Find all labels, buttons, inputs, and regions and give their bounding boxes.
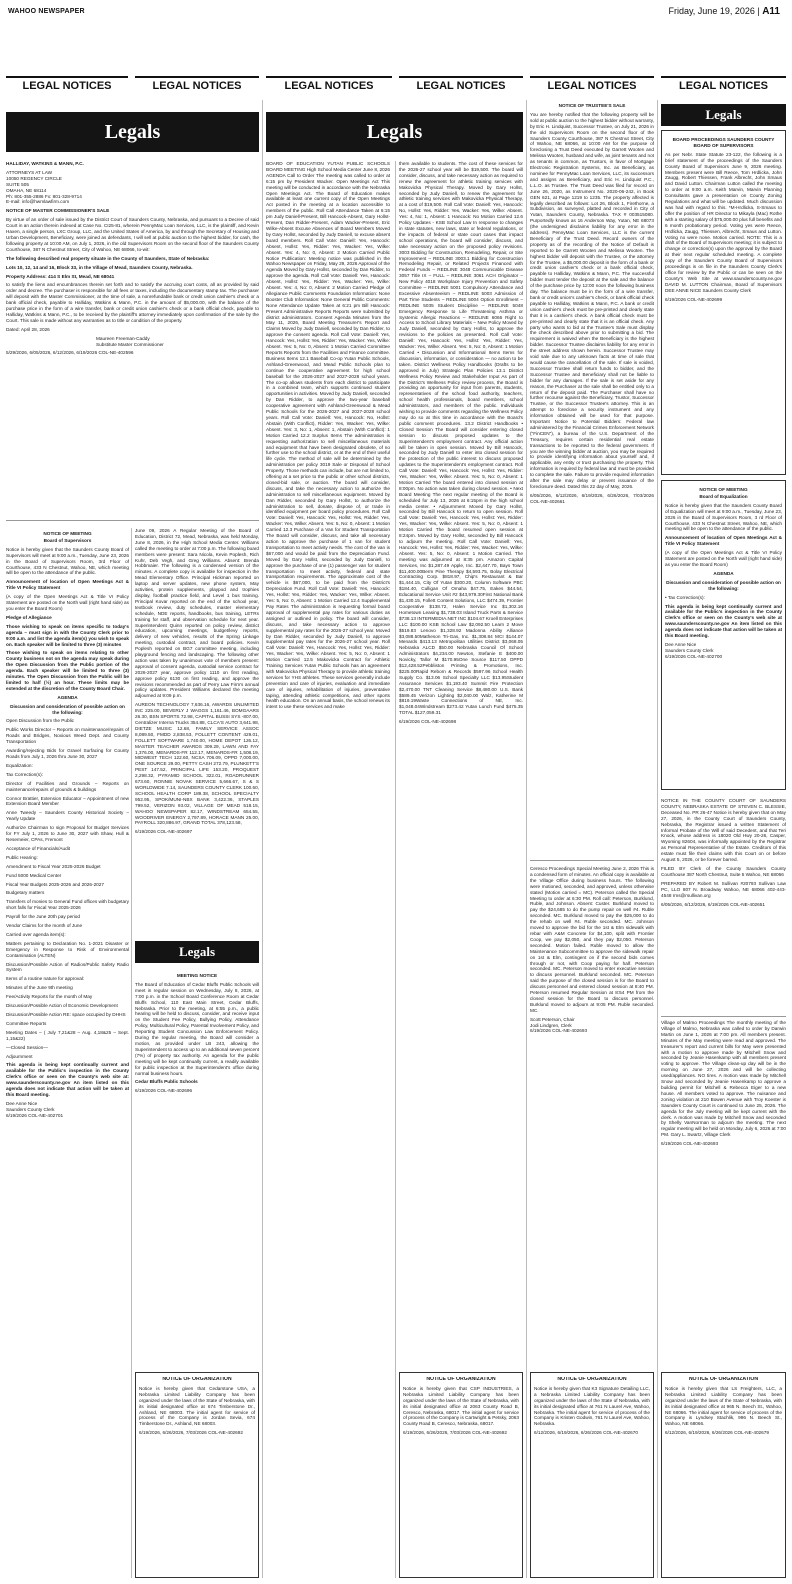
- agenda-item: Awarding/rejecting Bids for Gravel Surfacing for County Roads from July 1, 2026 thru June 30, 2027: [6, 748, 129, 759]
- publication-dates: 6/19/2026, 6/26/2026, 7/03/2026 COL-NE-402692: [139, 1430, 243, 1436]
- agenda-item: Budgetary matters: [6, 890, 45, 896]
- notice-title: NOTICE OF ORGANIZATION: [426, 1377, 496, 1382]
- page-date: Friday, June 19, 2026 | A11: [668, 6, 780, 17]
- agenda-item: Connor Brattier, Extension Educator – Appointment of new Extension Board Member: [6, 795, 129, 807]
- malmo-proceedings: [661, 1020, 786, 1370]
- property-description: The following described real property situate in the County of Saunders, State of Nebraska:: [6, 255, 210, 261]
- legal-notices-label: LEGAL NOTICES: [661, 76, 786, 94]
- notice-title: MEETING NOTICE: [176, 973, 218, 978]
- signer-title: Saunders County Clerk: [6, 1106, 55, 1112]
- signature-block: [6, 1101, 129, 1119]
- pledge: Pledge of Allegiance: [6, 614, 52, 620]
- notice-body: Notice is hereby given that the Saunders County Board of Equalization will meet at 9:00 a.m., Tuesday, June 23, 2026 in the Board of Supervisors Room, 3 rd Floor of Courthouse, 433 N Chestnut Street, Wahoo, NE, which meeting will be open to the attendance of the public.: [665, 502, 782, 532]
- proceedings-text: As per Nebr. State Statute 23-122, the following is a brief statement of the proceedings of the Saunders County Board of Supervisors June 9, 2026 meeting. Members present were Bill Reece, Tom Hrdlicka, John Zaugg, Robert Thiessen, Frank Albrecht, John Smaus and David Lutton. Chairman Lutton called the meeting to order at 9:00 a.m. Keith Marvin, Marvin Planning Consultants gave a presentation on County Zoning Regulations and what will be updated. Much discussion was had with regard to this. *M-Hrdlicka, S-Smaus to offer the position of HR Director to Mikayla (Mac) Rothe with a starting salary of $75,000.00 plus full benefits and 6 month probationary period. Voting yes were Reece, Hrdlicka, Zaugg, Thiessen, Albrecht, Smaus and Lutton. Voting no were none. Motion carried. NOTE: This is a draft of the Board of Supervisors meeting; it is subject to change or correction(s) upon the approval by the Board at their next regular scheduled meeting. A complete copy of the Saunders County Board of Supervisors proceedings is on file in the Saunders County Clerk's office for review by the Public or can be seen on the County's Web Site at www.saunderscounty.ne.gov DAVID M. LUTTON Chairman, Board of Supervisors DEE ANNE NICE Saunders County Clerk: [665, 151, 782, 293]
- publication-dates: 6/19/2026 COL-NE-402698: [399, 719, 457, 725]
- agenda-item: Vendor Claims for the month of June: [6, 923, 83, 929]
- notice-body: Notice is hereby given that LS Freighters, LLC, a Nebraska Limited Liability Company has been organized under the laws of the State of Nebraska, with its initial designated office at 965 N. Beech St., Wahoo, NE 68066. The initial agent for service of process of the Company is Lyndsey Stachlik, 996 N. Beech St., Wahoo, NE 68066.: [665, 1385, 782, 1427]
- firm-address: [6, 170, 259, 205]
- notice-body: Notice is hereby given that CSP INDUSTRIES, a Nebraska Limited Liability Company has been organized under the laws of the State of Nebraska, with its initial designated office at 2063 County Road B, Ceresco, Nebraska, 68017. The initial agent for service of process of the Company is Cartwright & Petsky, 2063 County Road B, Ceresco, Nebraska, 68017.: [403, 1385, 519, 1427]
- publication-dates: 6/05/2026, 6/12/2026, 6/19/2026, 6/26/2026, 7/03/2026 COL-NE-402661: [530, 492, 654, 504]
- notice-title: NOTICE OF MEETING: [699, 487, 748, 492]
- proceedings-text: Village of Malmo Proceedings The monthly meeting of the Village of Malmo, Nebraska was called to order by Darwin Martin on June 1, 2026 at 7:00 pm. All members present. Minutes of the May meeting were read and approved. The treasurer's report and current bills for May were presented with a motion to approve made by Mitchell Snow and seconded by Jeanie Hasenkamp with all members present voting to approve. The Village clean-up day will be in the morning on June 27, 2026 and will be collecting used/appliances. NO tires. A motion was made by Mitchell Snow and seconded by Jeanie Hasenkamp to approve a building permit for Mitchell & Rebecca Eiger to a new house. All members voted to approve. The nuisance and zoning violation at 210 Bowen Avenue with Troy Koester is Saunders County Court is continued to June 25, 2026. The agenda for the July meeting will be kept current with the clerk. A motion was made by Mitchell Snow and seconded by Shelly VanNorman to adjourn the meeting. The next regular meeting will be held on Monday, July 6, 2026 at 7:00 PM. Gary L. Swartz, Village Clerk: [661, 1020, 786, 1138]
- agenda-item: • Tax Correction(s):: [665, 594, 705, 600]
- divider: [530, 860, 654, 861]
- sale-body: By virtue of an order of sale issued by the District Court of Saunders County, Nebraska, and pursuant to a Decree of said Court in an action therein indexed at Case No. CI25-81, wherein PennyMac Loan Services, LLC, is the plaintiff, and Kevin Haxen, a single person, LXC Group, LLC, and the United States of America, by and through the Secretary of Housing and Urban Development, Beneficiary, were joined as defendants, I will sell at public auction to the highest bidder, for cash, the following property at 10:00 AM, on July 1, 2026, in the old Supervisors Room on the second floor of the Saunders County Courthouse, 387 N Chestnut Street, City of Wahoo, NE 68066, to-wit:: [6, 217, 259, 252]
- publication-dates: 6/19/2026 COL-NE-402700: [665, 653, 723, 659]
- agenda-subheading: Discussion and consideration of possible action on the following:: [10, 703, 125, 715]
- signer: Jodi Lindgren, Clerk: [530, 1022, 572, 1028]
- signature-block: [530, 1017, 654, 1035]
- column-divider: [657, 100, 658, 1578]
- firm-line: SUITE 505: [6, 181, 29, 187]
- yutan-board-minutes-continued: [399, 161, 523, 1359]
- agenda-item: —Closed Session—: [6, 1044, 48, 1050]
- signer: Dee Anne Nice: [665, 641, 697, 647]
- agenda-item: Adjournment: [6, 1053, 33, 1059]
- legals-banner: Legals: [266, 112, 523, 152]
- notice-subtitle: Board of Equalization: [699, 493, 748, 499]
- agenda-item: Public Hearing:: [6, 854, 38, 860]
- sale-body-2: to satisfy the liens and encumbrances therein set forth and to satisfy the accruing court costs, all as provided by said order and decree. The purchaser is responsible for all fees or taxes, including the documentary stamp tax. The purchaser will deposit with the Master Commissioner, at the time of sale, a nonrefundable bank or credit union cashier's check or a bank official check, payable to Halliday, Watkins & Mann, P.C. in the amount of $5,000.00, with the balance of the purchase price in the form of a wire transfer, bank or credit union cashier's check or a bank official check, payable to Halliday, Watkins & Mann, P.C., to be received by the plaintiff's attorney immediately upon confirmation of the sale by the Court. This sale is made without any warranties as to title or condition of the property.: [6, 282, 259, 323]
- publication-dates: 5/29/2026, 6/05/2026, 6/12/2026, 6/19/2026 COL-NE-402596: [6, 350, 134, 356]
- dated: Dated: April 28, 2026: [6, 326, 50, 332]
- firm-line: 10050 REGENCY CIRCLE: [6, 175, 62, 181]
- announcement-heading: Announcement of location of Open Meetings Act & Title VI Policy Statement: [665, 535, 782, 547]
- supervisors-meeting-notice: [6, 528, 129, 1578]
- probate-notice: [661, 798, 786, 1013]
- agenda-item: Minutes of the June 9th meeting: [6, 985, 73, 991]
- agenda-item: Matters pertaining to Declaration No. 1-2021 Disaster or Emergency in Response to Risk of Environmental Contamination (ALTEN): [6, 940, 129, 958]
- organization-notice-1: [139, 1377, 255, 1575]
- agenda-item: Tax Correction(s):: [6, 771, 43, 777]
- publication-dates: 6/05/2026, 6/12/2026, 6/19/2026 COL-NE-402651: [661, 901, 765, 907]
- agenda-item: Public Works Director – Reports on maintenance/repairs of Roads and Bridges, Noxious Weed Dept. and County Transportation: [6, 727, 129, 745]
- notice-title: NOTICE OF ORGANIZATION: [162, 1377, 232, 1382]
- agenda-heading: AGENDA: [713, 570, 734, 576]
- page-header: [0, 0, 792, 22]
- publication-dates: 6/19/2026 COL-NE-402697: [135, 829, 193, 835]
- prepared-by: PREPARED BY Robert M. Sullivan #20793 Sullivan Law PC, LLO 807 N. Broadway Wahoo, NE 68066 402-443-4548 rms@rsullivan.org: [661, 880, 786, 898]
- notice-title: NOTICE OF MEETING: [43, 531, 92, 536]
- agenda-item: Discussion/Possible Action of Economic Development: [6, 1003, 118, 1009]
- proceedings-text: Ceresco Proceedings Special Meeting June 2, 2026 This is a condensed form of minutes. An official copy is available at the Village Office during business hours. The following were motioned, seconded, and approved, unless otherwise stated (Motion carried = MC). Peterson called the Special Meeting to order at 6:30 PM. Roll call: Peterson, Burklund, Ruble, and Johnson. Absent: Custer. Burklund moved to pay the $24,685 to do the pump repair on well #4. Ruble seconded. MC. Burklund moved to pay the $25,000 to do the rehab on well #4. Ruble seconded. MC. Johnson moved to approve the bid for the 1st & Elm sidewalk with rebar with A&M Concrete for $4,100, split with Frontier Coop, we pay $2,050, and they pay $2,050. Peterson seconded. Motion failed. Ruble moved to allow the Maintenance Subcommittee to approve the sidewalk repair on 1st & Elm, contingent on if the second bids comes through or not, with Coop paying for half. Peterson seconded. MC. Peterson moved to enter executive session to discuss personnel. Burklund seconded. MC. Peterson said the purpose of the closed session is for the Board to discuss personnel and entered closed session at 8:40 PM. Peterson resumed Regular Session at 8:54 PM from the closed session for the Board to discuss personnel. Burklund moved to adjourn at 9:05 PM. Ruble seconded. MC.: [530, 866, 654, 1013]
- firm-line: ATTORNEYS AT LAW: [6, 169, 53, 175]
- minutes-text: June 09, 2026 A Regular Meeting of the Board of Education, District 72, Mead, Nebraska, was held Monday, June 8, 2026, in the High School Media Center. Williams called the meeting to order at 7:00 p.m. The following board members were present: Sara Nicola, Kevin Poplesh, Rich Kuhr, Deb Vegh, and Greg Williams. Absent: Brenda Hobbmaier. The following is a condensed version of the minutes. A complete copy is available for inspection in the Mead Elementary Office. Principal Hickman reported on laptop and server updates, new phone system, May activities, protein supplements, playpod and trophies display, football practice field, and Level 1 bus training. Principal Kovar reported on the end of the school year, textbook review, duty schedules, master elementary schedule, NDE reports, handbooks, bus training, LETRs training for staff, and observation schedule for next year. Superintendent Quinn reported on policy review, district education, upcoming meetings, budget/levy reports, delivery of new vehicles, results of the Spring Linkage meeting, custodial contract, and board policies. Kevin Poplesh reported on BG7 committee meeting, including playground fencing and landscaping. The following other action was taken by unanimous vote of members present: approval of consent agenda, custodial service contract for 2026-2027 year, approve policy 1110 on first reading, approve policy 6130 on first reading, and approve the revisions recommended as part of Perry Law Firm's annual policy updates. President Williams declared the meeting adjourned at 9:09 p.m.: [135, 528, 259, 699]
- notice-body: Notice is hereby given that the Saunders County Board of Supervisors will meet at 9:00 a.m., Tuesday, June 23, 2026 in the Board of Supervisors Room, 3rd Floor of Courthouse, 433 N Chestnut, Wahoo, NE, which meeting will be open to the attendance of the public.: [6, 546, 129, 576]
- announcement-body: (A copy of the Open Meetings Act & Title VI Policy Statement are posted on the North wall (right hand side) as you enter the Board Room): [665, 550, 782, 567]
- notice-title: NOTICE OF TRUSTEE'S SALE: [558, 103, 626, 108]
- agenda-subheading: Discussion and consideration of possible action on the following:: [666, 579, 781, 591]
- ceresco-proceedings: [530, 866, 654, 1366]
- agenda-item: Fund 5000 Medical Center: [6, 872, 62, 878]
- notice-title: NOTICE OF ORGANIZATION: [557, 1377, 627, 1382]
- agenda-item: Committee Reports: [6, 1020, 47, 1026]
- publication-dates: 6/19/2026 COL-NE-402693: [530, 1028, 588, 1034]
- agenda-item: Authorize Chairman to sign Proposal for Budget Services for FY July 1, 2026 to June 30, 2027 with Shaw, Hull & Nesemeier, CPAs, Fremont: [6, 825, 129, 842]
- legal-notices-label: LEGAL NOTICES: [6, 76, 128, 94]
- agenda-item: Discussion/Possible Action RE: space occupied by DHHS: [6, 1012, 126, 1017]
- notice-title: NOTICE OF ORGANIZATION: [688, 1377, 759, 1382]
- signer: Maureen Freeman-Caddy: [96, 335, 150, 341]
- speak-rules-1: Those wishing to speak on items specific to today's agenda – must sign in with the County Clerk prior to 9:00 a.m. and list the agenda item(s) you wish to speak on. Each speaker will be limited to three (3) minutes: [6, 623, 129, 647]
- column-divider: [262, 100, 263, 1578]
- publication-dates: 6/19/2026 COL-NE-402693: [661, 1141, 719, 1147]
- signer-title: Substitute Master Commissioner: [96, 341, 164, 347]
- publication-dates: 6/12/2026, 6/19/2026, 6/26/2026 COL-NE-402679: [665, 1430, 769, 1436]
- firm-line: OMAHA, NE 68114: [6, 187, 47, 193]
- legal-notices-label: LEGAL NOTICES: [530, 76, 654, 94]
- column-divider: [526, 100, 527, 1578]
- signature-block: [6, 336, 259, 348]
- legals-banner: Legals: [6, 112, 259, 152]
- organization-notice-2: [403, 1377, 519, 1575]
- notice-body: Notice is hereby given that Cedarstone USA, a Nebraska Limited Liability Company has been organized under the laws of the State of Nebraska, with its initial designated office at 674 Timberstone Dr., Ashland, NE 68003. The initial agent for service of process of the Company is Jordan Sevia, 674 Timberstone Dr., Ashland, NE 68003.: [139, 1385, 255, 1427]
- minutes-text: BOARD OF EDUCATION YUTAN PUBLIC SCHOOLS BOARD MEETING High School Media Center June 8, 2026 AGENDA Call to Order The meeting was called to order at 6:15 pm by President Wacker. Open Meetings Act This meeting will be conducted in accordance with the Nebraska Open Meetings Act. The Board of Education makes available at least one current copy of the Open Meetings Act posted in the meeting at a location accessible to members of the public. Roll Call Attendance Taken at 6:15 pm Judy Daniell-Present, Bill Hancock-Absent, Gary Hollst-Present, Dan Ridder-Present, Adam Wacker-Present, Eric Wilke-Absent Excuse Absences of Board Members Moved by Gary Hollst, seconded by Judy Daniell, to excuse absent board members. Roll Call Vote: Daniell: Yes, Hancock: Absent, Hollst: Yes, Ridder: Yes, Wacker: Yes, Wilke: Absent. Yes: 4, No: 0, Absent: 2 Motion Carried Public Notice Publication: Meeting notice was published in the Wahoo Newspaper on Friday, May 29, 2026 Approval of the Agenda Moved by Gary Hollst, seconded by Dan Ridder, to approve the agenda. Roll Call Vote: Daniell: Yes, Hancock: Absent, Hollst: Yes, Ridder: Yes, Wacker: Yes, Wilke: Absent. Yes: 4, No: 0, Absent: 2 Motion Carried Pledge of Allegiance Public Comments Foundation Information: None Booster Club Information: None General Public Comments: None Attendance Update Taken at 6:21 pm Bill Hancock: Present Administrative Reports Reports were submitted by district administrators. Consent Agenda Minutes from the May 11, 2026, Board Meeting Treasurer's Report and Claims Moved by Judy Daniell, seconded by Dan Ridder, to approve the consent agenda. Roll Call Vote: Daniell: Yes, Hancock: Yes, Hollst: Yes, Ridder: Yes, Wacker: Yes, Wilke: Absent. Yes: 5, No: 0, Absent: 1 Motion Carried Committee Reports Reports from the Facilities and Finance committee. Business Items 12.1 Baseball Co-op Yutan Public Schools, Ashland-Greenwood, and Mead Public Schools plan to continue the cooperative agreement for high school baseball for the 2026-2027 and 2027-2028 school years. The co-op allows students from each district to participate in a combined team, which supports continued student opportunities in activities. Moved by Judy Daniell, seconded by Dan Ridder, to approve the two-year baseball cooperative agreement with Ashland-Greenwood & Mead Public Schools for the 2026-2027 and 2027-2028 school years. Roll Call Vote: Daniell: Yes, Hancock: No, Hollst: Abstain (With Conflict), Ridder: Yes, Wacker: Yes, Wilke: Absent. Yes: 3, No: 1, Absent: 1, Abstain (With Conflict): 1 Motion Carried 12.2 Surplus Items The administration is requesting authorization to sell miscellaneous materials and equipment that have been designated obsolete, of no further use to the school district, or at the end of their useful life cycle. The method of sale will be determined by the administration per policy 3019 Sale or Disposal of School Property. Those methods can include, but are not limited to, offering at a set price to the public or other school districts, closed-bid sale, or auction. The board will consider, discuss, and take the necessary action to authorize the administration to sell miscellaneous equipment. Moved by Dan Ridder, seconded by Gary Hollst, to authorize the administration to sell, donate, dispose of, or trade in identified equipment per board policy procedures. Roll Call Vote: Daniell: Yes, Hancock: Yes, Hollst: Yes, Ridder: Yes, Wacker: Yes, Wilke: Absent. Yes: 5, No: 0, Absent: 1 Motion Carried 12.3 Purchase of a Van for Student Transportation The Board will consider, discuss, and take all necessary action to approve the purchase of 1 van for student transportation to meet activity needs. The cost of the van is $67,000 and would be paid from the Depreciation Fund. Moved by Gary Hollst, seconded by Judy Daniell, to approve the purchase of one (1) passenger van for student transportation to meet activity, federal and state transportation requirements. The approximate cost of the vehicle is $67,000, to be paid from the District's Depreciation Fund. Roll Call Vote: Daniell: Yes, Hancock: Yes, Hollst: Yes, Ridder: Yes, Wacker: Yes, Wilke: Absent. Yes: 5, No: 0, Absent: 1 Motion Carried 12.4 Supplemental Pay Rates The administration is requesting formal board approval of supplemental pay rates for various duties as assigned or outlined in policy. The board will consider, discuss, and take necessary action to approve supplemental pay rates for the 2026-27 school year. Moved by Dan Ridder, seconded by Judy Daniell, to approve supplemental pay rates for the 2026-27 school year. Roll Call Vote: Daniell: Yes, Hancock: Yes, Hollst: Yes, Ridder: Yes, Wacker: Yes, Wilke: Absent. Yes: 5, No: 0, Absent: 1 Motion Carried 12.5 Makovicka Contract for Athletic Training Services Yutan Public Schools has an agreement with Makovicka Physical Therapy to provide athletic training services for YHS athletes. These services generally include prevention and care of injuries, evaluation and immediate care of injuries, rehabilitation of injuries, preventative taping, attending athletic competitions, and other sports health education. On an annual basis, the school renews its intent to use these services and make: [266, 161, 390, 710]
- cedar-bluffs-meeting-notice: [135, 970, 259, 1370]
- signer-title: Saunders County Clerk: [665, 647, 714, 653]
- agenda-list: [6, 718, 129, 1059]
- filed-by: FILED BY Clerk of the County Saunders County Courthouse 387 North Chestnut, Suite 5 Wahoo, NE 68066: [661, 865, 786, 877]
- legal-notices-label: LEGAL NOTICES: [399, 76, 523, 94]
- agenda-footer: This agenda is being kept continually current and available for the Public's inspection in the County Clerk's office or seen on the County's web site at: www.saunderscounty.ne.gov An item listed on this agenda does not indicate that action will be taken at this Board meeting.: [6, 1062, 129, 1097]
- notice-title: BOARD PROCEEDINGS SAUNDERS COUNTY BOARD OF SUPERVISORS: [672, 137, 775, 148]
- property-lots: Lots 10, 12, 14 and 16, Block 33, in the Village of Mead, Saunders County, Nebraska.: [6, 264, 193, 270]
- notice-subtitle: Board of Supervisors: [43, 537, 92, 543]
- agenda-item: Payroll for the June 20th pay period: [6, 914, 81, 920]
- publication-dates: 6/19/2026 COL-NE-402696: [135, 1088, 193, 1094]
- agenda-item: Acceptance of Financials/Audit: [6, 845, 71, 851]
- organization-notice-3: [534, 1377, 650, 1575]
- agenda-item: Discussion/Possible Action of Radios/Public Safety Radio System: [6, 961, 129, 973]
- publication-dates: 6/12/2026, 6/19/2026, 6/26/2026 COL-NE-402670: [534, 1430, 638, 1436]
- agenda-item: Meeting Dates – ( July 7,21&28 – Aug. 4,18&25 – Sept. 1,15&22): [6, 1029, 129, 1041]
- mead-board-minutes: [135, 528, 259, 933]
- publication-dates: 6/19/2026 COL-NE-402701: [6, 1112, 64, 1118]
- speak-rules-2: Those wishing to speak on items relating to other County business not on the agenda may speak during the Open Discussion from the Public portion of the agenda. Each speaker will be limited to three (3) minutes. The Open Discussion from the Public will be limited to half (½) an hour. These limits may be extended at the discretion of the County Board Chair.: [6, 650, 129, 691]
- signature-block: [665, 642, 782, 660]
- agenda-item: Anne Tweedy – Saunders County Historical Society – Yearly Update: [6, 810, 129, 822]
- board-proceedings: [665, 134, 782, 472]
- firm-line: E-mail: info@hwmlawfirm.com: [6, 199, 70, 205]
- announcement-heading: Announcement of location of Open Meetings Act & Title VI Policy Statement: [6, 579, 129, 591]
- firm-line: Ph: 801-355-2886 Fx: 801-328-9714: [6, 193, 82, 199]
- minutes-text: them available to students. The cost of these services for the 2026-27 school year will be $19,500. The board will consider, discuss, and take necessary action as required to renew the agreement for athletic training services with Makovicka Physical Therapy. Moved by Gary Hollst, seconded by Judy Daniell, to renew the agreement for athletic training services with Makovicka Physical Therapy, at a cost of $19,500. Roll Call Vote: Daniell: Yes, Hancock: No, Hollst: Yes, Ridder: Yes, Wacker: Yes, Wilke: Absent. Yes: 4, No: 1, Absent: 1 Hancock: No Motion Carried 12.6 Policy Updates - KSB School Law In response to changes in state statutes, new laws, state or federal regulations, or the impacts of federal or state court cases that impact school operations, the board will consider, discuss, and take necessary action on the proposed policy revisions. 3003 Bidding for Construction, Remodeling, Repair, or Site Improvement – REDLINE 3003.1 Bidding for Construction Remodeling Repair, or Related Projects Financed with Federal Funds – REDLINE 3048 Communicable Disease 3057 Title IX – FULL – REDLINE 3061 ACH Originator – New Policy 4018 Workplace Injury Prevention and Safety Committee – REDLINE 5001 Compulsory Attendance and Excessive Absenteeism – REDLINE 5003 Admission of Part Time Students – REDLINE 5004 Option Enrollment – REDLINE 5035 Student Discipline – REDLINE 5048 Emergency Response to Life Threatening Asthma or Systemic Allergic Reactions – REDLINE 6066 Right to Access to School Library Materials – New Policy Moved by Judy Daniell, seconded by Gary Hollst, to approve the revisions to the policies as presented. Roll Call Vote: Daniell: Yes, Hancock: Yes, Hollst: Yes, Ridder: Yes, Wacker: Yes, Wilke: Absent. Yes: 5, No: 0, Absent: 1 Motion Carried • Discussion and Informational Items Items for discussion, information, or consideration — no action to be taken. District Wellness Policy Handbooks (Drafts to be approved in July) Strategic Plan Policies 13.1 District Wellness Policy Review and Stakeholder Input As part of the District's Wellness Policy review process, the Board is providing an opportunity for input from parents, students, representatives of the school food authority, teachers, school health professionals, board members, school administrators, and members of the public. Individuals wishing to provide comments regarding the Wellness Policy may do so at this time in accordance with the Board's public comment procedures. 13.2 District Handbooks • Closed Session The Board will consider entering closed session to discuss proposed updates to the Superintendent's employment contract. Any official action will be taken in open session. Moved by Bill Hancock, seconded by Judy Daniell to enter into closed session for the protection of the public interest to discuss proposed updates to the Superintendent's employment contract. Roll Call Vote: Daniell: Yes, Hancock: Yes, Hollst: Yes, Ridder: Yes, Wacker: Yes, Wilke: Absent. Yes: 5, No: 0, Absent: 1 Motion Carried The board entered into closed session at 8:00pm. No action was taken during closed session. • Next Board Meeting The next regular meeting of the Board is scheduled for July 13, 2026 at 6:15pm in the high school media center. • Adjournment Moved by Gary Hollst, seconded by Bill Hancock to return to open session. Roll Call Vote: Daniell: Yes, Hancock: Yes, Hollst: Yes, Ridder: Yes, Wacker: Yes, Wilke: Absent. Yes: 5, No: 0, Absent: 1 Motion Carried The board resumed open session at 8:24pm. Moved by Gary Hollst, seconded by Bill Hancock to adjourn the meeting. Roll Call Vote: Daniell: Yes, Hancock: Yes, Hollst: Yes, Ridder: Yes, Wacker: Yes, Wilke: Absent. Yes: 5, No: 0, Absent: 1 Motion Carried. The meeting was adjourned at 8:35 pm. Amazon Capital Services, Inc $1,287.49 Apple, Inc. $2,447.70, Bays Town $11,400.00Berm Pine Therapy $4,593.75, Bolay Electrical Contracting Corp. $818.97, Chip's Restaurant & Bar $1,444.15, City Of Yutan $300.20, Column Software PBC $184.40, Culligan Of Omaha $47.75, Eakes $44.54, Educational Service Unit #2 $43,979.30First National Bank $1,430.15, Follett Content Solutions, LLC $474.39, Frontier Cooperative $138.72, Halen Service Inc $1,302.16 Hometown Leasing $1,738.03 Island Truck Parts & Service $738.13 INTERMEDIA.NET INC $104.67 Kroell Enterprises LLC $100.00 KSB School Law $2,092.50 Learn 2 Move $519.83 Lenovo $1,328.92 Madonna Ability Alliance $3,088.50Matheson Tri-Gas, Inc. $1,308.84 MCI $144.07 Menards $413.13 Metropolitan Utilities District $3,068.05 Nebraska ALCD $50.00 Nebraska Council Of School Administrators $4,234.00 Newton, Stefanie E $400.00 Novicky, Tallor M $170.95One Source $117.50 OPPD $12,428.52Pebbliston Printing & Promotions, Inc. $225.00Rapid Reborn & Records $597.96 School Health Supply Co. $13.06 School Specialty LLC $13.95Student Assurance Services $1,193.40 Summit Fire Protection $2,470.00 TNT Cleaning Service $8,480.00 U.S. Bank $589.45 Verizon Lighting $2,040.00 Walz, Katherine M $819.19Waste Connections of NE, Inc. $1,048.04Windstream $273.42 Yutan Lunch Fund $475.35 TOTAL $127,059.31: [399, 161, 523, 716]
- legals-banner: Legals: [135, 941, 259, 963]
- page-number: A11: [762, 6, 780, 17]
- notice-body: The Board of Education of Cedar Bluffs Public Schools will meet in regular session on Wednesday, July 8, 2026, at 7:00 p.m. in the School Board Conference Room at Cedar Bluffs School, 110 East Main Street, Cedar Bluffs, Nebraska. Prior to the meeting, at 6:55 p.m., a public hearing will be held to discuss, consider, and receive input on the Student Fee Policy, Bullying Policy, Attendance Policy, Multicultural Policy, Parental Involvement Policy, and Reporting Student Concussion Law Enforcement Policy. During the regular meeting, the Board will consider a motion, as provided under LB 243, allowing the Superintendent to access up to an additional seven percent (7%) of property tax authority. An agenda for the public meeting will be kept continually current, a readily available for public inspection at the Superintendent's office during normal business hours.: [135, 981, 259, 1076]
- signer: Cedar Bluffs Public Schools: [135, 1079, 198, 1085]
- legal-notices-label: LEGAL NOTICES: [266, 76, 392, 94]
- agenda-footer: This agenda is being kept continually current and available for the Public's inspection in the County Clerk's office or seen on the County's web site at www.saunderscounty.ne.gov An item listed on this agenda does not indicate that action will be taken at this Board meeting.: [665, 603, 782, 639]
- legal-notices-label: LEGAL NOTICES: [135, 76, 259, 94]
- trustee-sale-notice: [530, 100, 654, 860]
- publication-dates: 6/19/2026, 6/26/2026, 7/03/2026 COL-NE-402692: [403, 1430, 507, 1436]
- column-divider: [395, 161, 396, 1578]
- signer: Scott Peterson, Chair: [530, 1016, 575, 1022]
- date-text: Friday, June 19, 2026: [668, 6, 755, 16]
- column-divider: [131, 528, 132, 1578]
- equalization-meeting-notice: [665, 484, 782, 787]
- agenda-item: Director of Facilities and Grounds – Reports on maintenance/repairs of grounds & buildings: [6, 780, 129, 792]
- agenda-item: Items of a routine nature for approval:: [6, 976, 85, 982]
- claims-list: AUREON TECHNOLOGY 7,636.16, AWARDS UNLIMITED INC 225.00, BEVERLY J WAGGS 1,161.46, BOMGAARS 26.30, BSN SPORTS 72.98, CAPITAL BUSSI SYS -807.00, Centralizer Interna Trucks 354.88, CLCA'S AUTO 3,641.98, DIETZE MUSIC 12.68, FAMILY SERVICE ASSOC 8,089.50, FMDD 2,838.53, FOLLETT CONTENT 429.01, FOLLETT SOFTWARE 1,740.00, HOME DEPOT 126.12, MASTER TEACHER AWARDS 309.29, LAWN AND FAY 1,376.00, MENARDS-FR 112.17, MENARDS-FR 1,508.19, MIDWEST TECH 122.60, NCSA 706.09, OPPD 7,000.00, ONE SOURCE 29.00, PETTY CASH 272.79, PLUNKETT'S PEST 147.52, PRINCIPAL LIFE 153.20, PROQUEST 2,298.32, PYRAMID SCHOOL 322.01, ROADRUNNER 673.60, RONNIE NOVAK SERVICE 5,666.67, S & S WORLDWIDE 7.14, SAUNDERS COUNTY CLERK 100.60, SCHOOL HEALTH CORP 189.38, SCHOOL SPECIALTY 952.95, SPOK/MUNI-NBX BANK 3,422.36, STAPLES 799.52, VERIZON 93.02, VILLAGE OF MEAD 518.15, WAHOO NEWSPAPER 82.17, WINDSTREAM 654.55, WOODRIVER ENERGY 2,797.89, HORACE MANN 25.00, PAYROLL 320,886.97, GRAND TOTAL 378,123.58,: [135, 702, 259, 826]
- property-address: Property Address: 414 S Elm St, Mead, NE 68041: [6, 273, 115, 279]
- sale-title: NOTICE OF MASTER COMMISSIONER'S SALE: [6, 208, 110, 214]
- agenda-item: Amendment to Fiscal Year 2025-2026 Budget: [6, 863, 101, 869]
- commissioner-sale-notice: [6, 161, 259, 513]
- agenda-item: Carried over agenda item(s):: [6, 931, 66, 937]
- signer: Dee Anne Nice: [6, 1100, 38, 1106]
- agenda-heading: AGENDA: [57, 694, 78, 700]
- yutan-board-minutes: [266, 161, 390, 1359]
- newspaper-name: WAHOO NEWSPAPER: [8, 8, 85, 15]
- notice-body: NOTICE IN THE COUNTY COURT OF SAUNDERS COUNTY, NEBRASKA ESTATE OF STEVEN C. BLESSIE, Deceased No. PR 26-47 Notice is hereby given that on May 27, 2026, in the County Court of Saunders County, Nebraska, the Registrar issued a written Statement of Informal Probate of the Will of said Decedent, and that Teri Knock, whose address is 18020 Old Hwy 20-26, Casper, Wyoming 82604, was informally appointed by the Registrar as Personal Representative of the Estate. Creditors of this estate must file their claims with this Court on or before August 5, 2026, or be forever barred.: [661, 798, 786, 863]
- notice-body: You are hereby notified that the following property will be sold at public auction to the highest bidder without warranty, by Eric H. Lindquist, Successor Trustee, on July 21, 2026 in the old Supervisors Room on the second floor of the Saunders County Courthouse, 387 N Chestnut Street, City of Wahoo, NE 68066, at 10:00 AM for the purpose of foreclosing a Trust Deed executed by Garrett Wooten and Melissa Wooten, husband and wife, as joint tenants and not as tenants in common, as Trustors, in favor of Mortgage Electronic Registration Systems, Inc. as Beneficiary, as nominee for PennyMac Loan Services, LLC, its successors and assigns as Beneficiary, and Eric H. Lindquist P.C., L.L.O. as Trustee. The Trust Deed was filed for record on June 26, 2020, as Instrument No. 2020-06-242, in Book GEN 621, at Page 1219 to 1235. The property affected is legally described as follows: Lot 26, Block 1, Firethorne, a Subdivision, as surveyed, platted and recorded in City of Yutan, Saunders County, Nebraska. TAX # 003515080. Purportedly known as 16 Anderson Way, Yutan, NE 68073 (the undersigned disclaims liability for any error in the address). PennyMac Loan Services, LLC is the current Beneficiary of the Trust Deed. Record owners of the property as of the recording of the Notice of Default is reported to be Garrett Wooten and Melissa Wooten. The highest bidder will deposit with the Trustee, or the attorney for the Trustee, a $5,000.00 deposit in the form of a bank or credit union cashier's check or a bank official check, payable to Halliday, Watkins & Mann, P.C. The successful bidder must tender the deposit at the sale and the balance of the purchase price by 12:00 noon the following business day. The balance must be in the form of a wire transfer, bank or credit union's cashier's check, or bank official check payable to Halliday, Watkins & Mann, P.C. A bank or credit union cashier's check must be pre-printed and clearly state that it is a cashier's check. A bank official check must be pre-printed and clearly state that it is an official check. Any party who wants to bid at the Trustee's Sale must display the check described above prior to submitting a bid. The requirement is waived when the Beneficiary is the highest bidder. Successor Trustee disclaims liability for any error in the street address shown herein. Successor Trustee may void sale due to any unknown facts at time of sale that would cause the cancellation of the sale. If sale is voided, Successor Trustee shall return funds to bidder, and the Successor Trustee and Beneficiary shall not be liable to bidder for any damages. If the sale is set aside for any reason, the Purchaser at the sale shall be entitled only to a return of the deposit paid. The Purchaser shall have no further recourse against the Beneficiary, Trustor, Successor Trustee, or the Successor Trustee's attorney. This is an attempt to foreclose a security instrument and any information obtained will be used for that purpose. Important Notice to Potential Bidders: Federal law administered by the Financial Crimes Enforcement Network ("FinCEN"), a bureau of the U.S. Department of the Treasury, requires certain residential real estate transactions to be reported to the federal government. If you are the winning bidder at auction, you may be required to provide identifying information about yourself and, if applicable, any entity or trust purchasing the property. This information is required by federal law and must be provided to complete the sale. Failure to provide required information after the sale may delay or prevent issuance of the foreclosure deed. Dated this 22 day of May, 2026.: [530, 111, 654, 489]
- agenda-item: Fiscal Year Budgets 2025-2026 and 2026-2027: [6, 881, 104, 887]
- firm-name: HALLIDAY, WATKINS & MANN, P.C.: [6, 161, 84, 166]
- divider: [6, 520, 259, 521]
- agenda-item: Equalization:: [6, 762, 33, 768]
- divider: [661, 1016, 786, 1017]
- agenda-item: Transfers of monies to General Fund offices with budgetary short falls for Fiscal Year 2025-2026: [6, 899, 129, 911]
- notice-body: Notice is hereby given that K3 Signature Detailing LLC, a Nebraska Limited Liability Company has been organized under the laws of the State of Nebraska, with its initial designated office at 761 N Laurel Ave, Wahoo, Nebraska. The initial agent for service of process of the Company is Kristen Godwin, 761 N Laurel Ave, Wahoo, Nebraska.: [534, 1385, 650, 1427]
- agenda-item: Open Discussion from the Public: [6, 718, 74, 724]
- publication-dates: 6/19/2026 COL-NE-402699: [665, 296, 723, 302]
- announcement-body: (A copy of the Open Meetings Act & Title VI Policy Statement are posted on the North wall (right hand side) as you enter the Board Room): [6, 594, 129, 611]
- agenda-item: Fee/Activity Reports for the month of May: [6, 994, 93, 1000]
- organization-notice-4: [665, 1377, 782, 1575]
- legals-banner: Legals: [661, 104, 786, 126]
